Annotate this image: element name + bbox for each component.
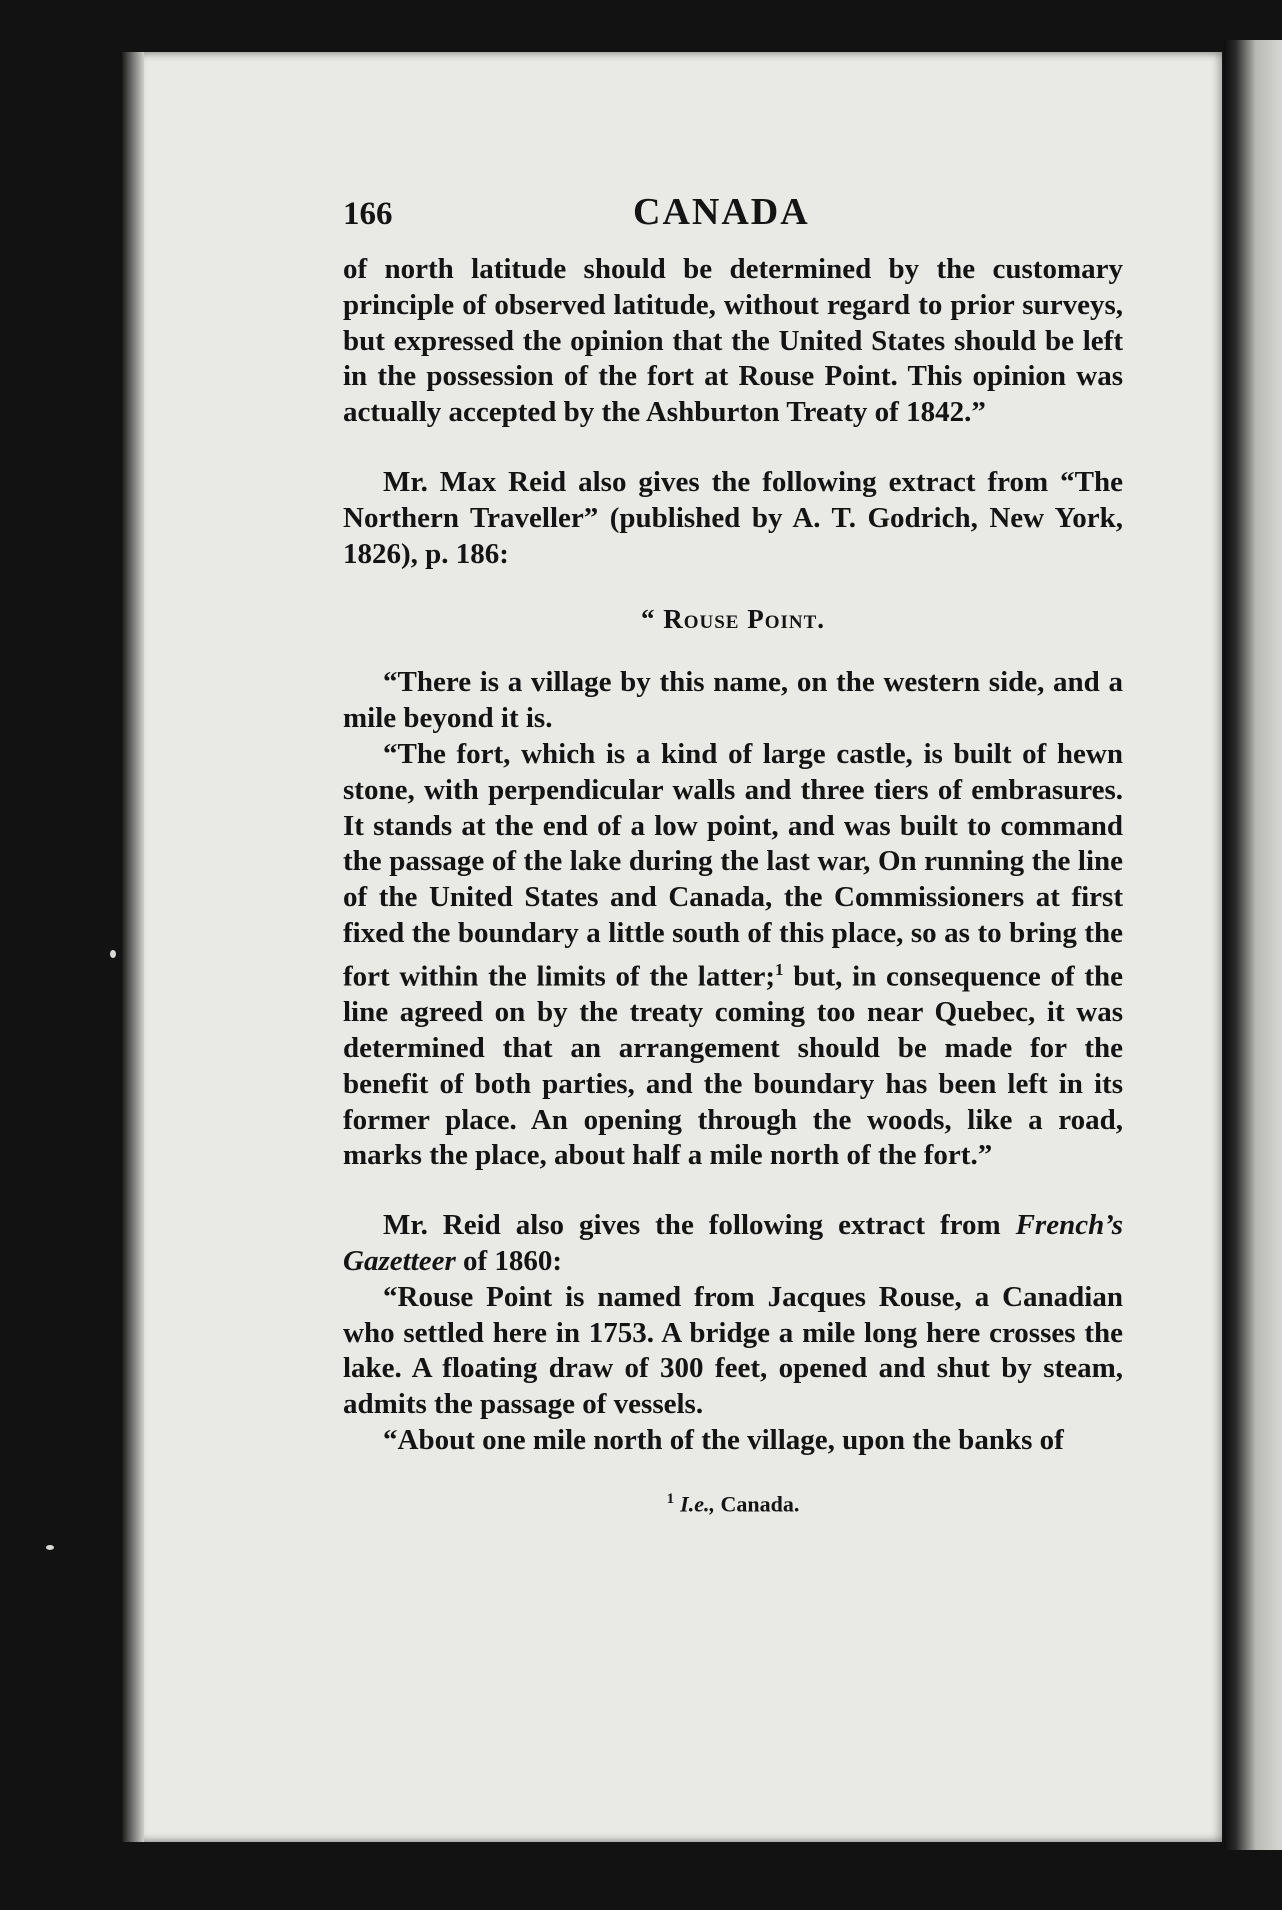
scan-speck bbox=[46, 1545, 54, 1550]
quote-paragraph-one-mile: “About one mile north of the village, upon the banks of bbox=[383, 1423, 1064, 1456]
quote-fort-text-after: but, in consequence of the line agreed on by the treaty coming too near Quebec, it was determined that an arrangement should be made for the benefit of both parties, and the boundary has been left in its former place. An opening through the woods, like a road, marks the place, about half a mile north of the fort.” bbox=[343, 960, 1123, 1172]
p3-text-after: of 1860: bbox=[455, 1244, 563, 1277]
footnote-text: Canada. bbox=[714, 1491, 800, 1517]
book-gutter bbox=[122, 52, 144, 1842]
footnote-mark: 1 bbox=[666, 1490, 675, 1507]
paragraph-max-reid-extract: Mr. Max Reid also gives the following extract from “The Northern Traveller” (published by A. T. Godrich, New York, 1826), p. 186: bbox=[343, 465, 1123, 570]
page-number: 166 bbox=[343, 196, 393, 232]
running-head bbox=[343, 190, 1123, 246]
quote-paragraph-fort bbox=[343, 737, 1123, 1174]
quote-paragraph-village: “There is a village by this name, on the western side, and a mile beyond it is. bbox=[343, 666, 1123, 735]
footnote-reference: 1 bbox=[775, 959, 784, 979]
scan-speck bbox=[110, 950, 116, 958]
footnote bbox=[343, 1491, 1123, 1517]
paragraph-continuation: of north latitude should be determined by the customary principle of observed latitude, without regard to prior surveys, but expressed the opinion that the United States should be left in the possession of the fort at Rouse Point. This opinion was actually accepted by the Ashburton Treaty of 1842.” bbox=[343, 253, 1123, 429]
adjacent-page-edge bbox=[1224, 40, 1282, 1850]
quote-paragraph-rouse-point: “Rouse Point is named from Jacques Rouse, a Canadian who settled here in 1753. A bridge a mile long here crosses the lake. A floating draw of 300 feet, opened and shut by steam, admits the passage of vessels. bbox=[343, 1280, 1123, 1421]
page-content bbox=[343, 190, 1123, 1517]
quoted-section-heading: “ Rouse Point. bbox=[640, 604, 826, 635]
gazetteer-title: French’s Gazetteer bbox=[343, 1209, 1123, 1277]
footnote-abbreviation: I.e., bbox=[680, 1491, 715, 1517]
p3-text-before: Mr. Reid also gives the following extract from bbox=[383, 1209, 1016, 1242]
paragraph-frenchs-gazetteer bbox=[343, 1208, 1123, 1280]
quote-fort-text-before: “The fort, which is a kind of large castle, is built of hewn stone, with perpendicular walls and three tiers of embrasures. It stands at the end of a low point, and was built to command the passage of the lake during the last war, On running the line of the United States and Canada, the Commissioners at first fixed the boundary a little south of this place, so as to bring the fort within the limits of the latter; bbox=[343, 737, 1123, 993]
running-title: CANADA bbox=[633, 191, 810, 233]
